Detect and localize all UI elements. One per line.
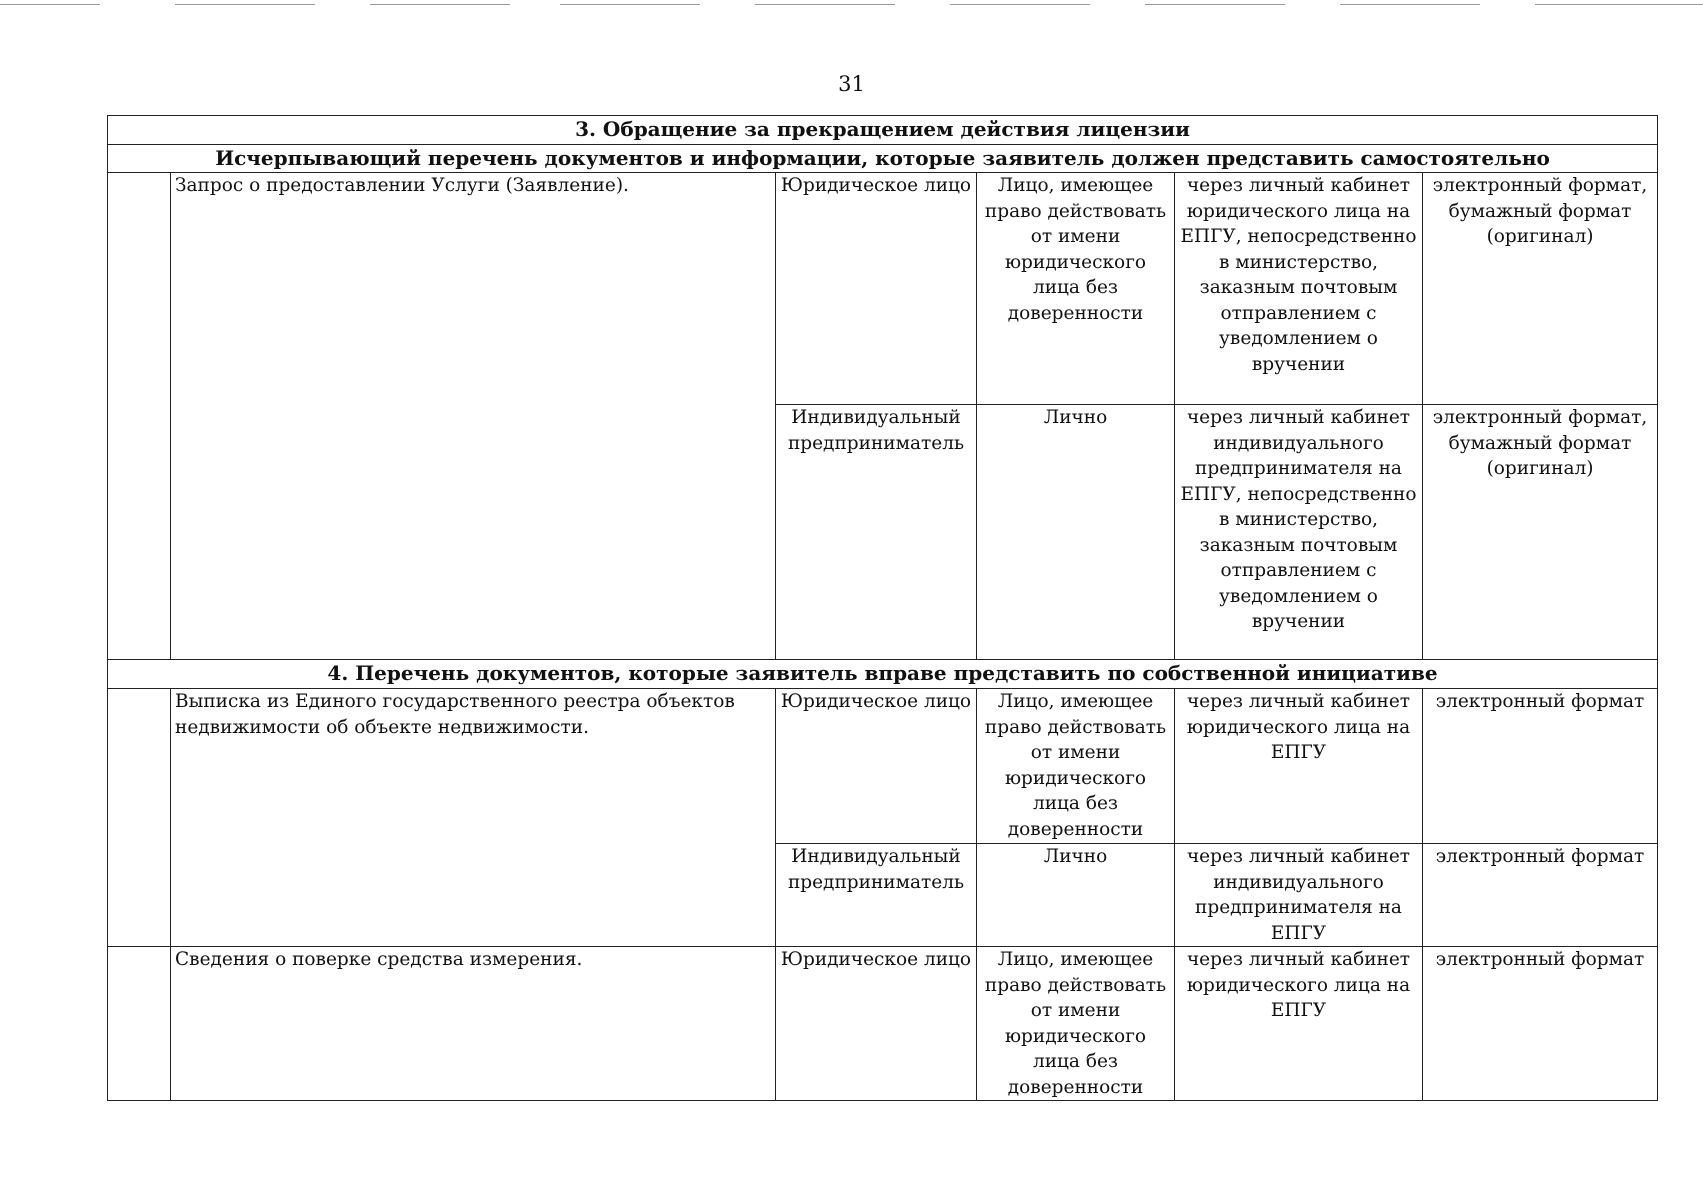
table-row — [108, 173, 1658, 405]
page-number: 31 — [838, 72, 865, 96]
scan-edge-line — [370, 4, 510, 5]
document-format: электронный формат, бумажный формат (оригинал) — [1423, 405, 1658, 660]
section-subtitle-row — [108, 145, 1658, 173]
row-number-cell — [108, 947, 171, 1101]
representative: Лицо, имеющее право действовать от имени юридического лица без доверенности — [977, 173, 1175, 405]
applicant-type: Юридическое лицо — [776, 173, 977, 405]
section-title-row — [108, 660, 1658, 689]
submission-method: через личный кабинет юридического лица на ЕПГУ — [1175, 947, 1423, 1101]
representative: Лицо, имеющее право действовать от имени юридического лица без доверенности — [977, 689, 1175, 844]
document-name: Запрос о предоставлении Услуги (Заявление). — [171, 173, 776, 660]
row-number-cell — [108, 689, 171, 947]
applicant-type: Индивидуальный предприниматель — [776, 844, 977, 947]
section-3-title: 3. Обращение за прекращением действия лицензии — [108, 116, 1658, 145]
scan-edge-line — [175, 4, 315, 5]
document-format: электронный формат — [1423, 689, 1658, 844]
documents-table — [107, 115, 1658, 1101]
representative: Лицо, имеющее право действовать от имени юридического лица без доверенности — [977, 947, 1175, 1101]
applicant-type: Юридическое лицо — [776, 947, 977, 1101]
document-format: электронный формат — [1423, 844, 1658, 947]
scan-edge-line — [1535, 4, 1703, 5]
applicant-type: Индивидуальный предприниматель — [776, 405, 977, 660]
submission-method: через личный кабинет юридического лица на ЕПГУ, непосредственно в министерство, заказным почтовым отправлением с уведомлением о вручении — [1175, 173, 1423, 405]
scan-edge-line — [560, 4, 700, 5]
section-4-title: 4. Перечень документов, которые заявитель вправе представить по собственной инициативе — [108, 660, 1658, 689]
submission-method: через личный кабинет индивидуального предпринимателя на ЕПГУ — [1175, 844, 1423, 947]
document-name: Выписка из Единого государственного реестра объектов недвижимости об объекте недвижимости. — [171, 689, 776, 947]
scan-edge-line — [755, 4, 895, 5]
representative: Лично — [977, 844, 1175, 947]
table-row — [108, 947, 1658, 1101]
row-number-cell — [108, 173, 171, 660]
document-format: электронный формат — [1423, 947, 1658, 1101]
scan-edge-line — [0, 4, 100, 5]
document-format: электронный формат, бумажный формат (оригинал) — [1423, 173, 1658, 405]
representative: Лично — [977, 405, 1175, 660]
submission-method: через личный кабинет индивидуального предпринимателя на ЕПГУ, непосредственно в министерство, заказным почтовым отправлением с уведомлением о вручении — [1175, 405, 1423, 660]
section-title-row — [108, 116, 1658, 145]
submission-method: через личный кабинет юридического лица на ЕПГУ — [1175, 689, 1423, 844]
document-name: Сведения о поверке средства измерения. — [171, 947, 776, 1101]
scan-edge-line — [1145, 4, 1285, 5]
scan-edge-line — [950, 4, 1090, 5]
table-row — [108, 689, 1658, 844]
applicant-type: Юридическое лицо — [776, 689, 977, 844]
section-3-subtitle: Исчерпывающий перечень документов и информации, которые заявитель должен представить самостоятельно — [108, 145, 1658, 173]
scan-edge-line — [1340, 4, 1480, 5]
